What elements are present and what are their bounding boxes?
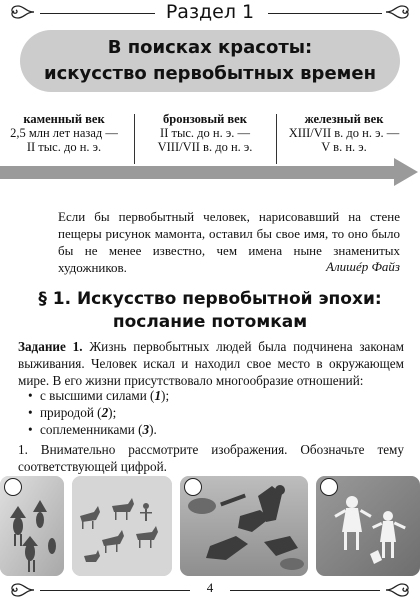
era-name: железный век [304, 112, 384, 126]
answer-circle-4[interactable] [320, 478, 338, 496]
list-item-text: соплеменниками ( [40, 422, 143, 437]
task-instruction: 1. Внимательно рассмотрите изображения. Обозначьте тему соответствующей цифрой. [18, 442, 404, 474]
list-item-end: ); [161, 388, 170, 403]
footer-rule-right [230, 590, 380, 591]
list-item-end: ). [149, 422, 157, 437]
ornament-left-icon [6, 2, 36, 22]
list-item-number: 2 [101, 405, 109, 420]
list-item [28, 421, 388, 438]
era-bronze-age [140, 112, 270, 154]
answer-circle-1[interactable] [4, 478, 22, 496]
timeline [0, 112, 420, 192]
header-rule-right [268, 13, 382, 14]
era-dates-line1: II тыс. до н. э. — [160, 126, 250, 140]
paragraph-heading-line2: послание потомкам [112, 312, 308, 332]
page-number: 4 [206, 580, 214, 595]
list-item-text: с высшими силами ( [40, 388, 155, 403]
rock-art-image-2 [72, 476, 172, 576]
list-item-number: 3 [142, 422, 150, 437]
header-rule-left [40, 13, 155, 14]
list-item-text: природой ( [40, 405, 102, 420]
section-header [0, 0, 420, 24]
era-name: бронзовый век [163, 112, 247, 126]
paragraph-heading [0, 288, 420, 334]
list-item-number: 1 [154, 388, 162, 403]
era-stone-age [2, 112, 126, 154]
timeline-arrow-shaft [0, 166, 396, 179]
chapter-title-line1: В поисках красоты: [107, 37, 313, 58]
ornament-right-icon [384, 2, 414, 22]
task-body: Жизнь первобытных людей была подчинена законам выживания. Человек искал и находил свое место в окружающем мире. В его жизни присутствовало многообразие отношений: [18, 339, 404, 388]
epigraph-quote: Если бы первобытный человек, нарисовавший на стене пещеры рисунок мамонта, оставил бы свое имя, то оно было бы не менее известно, чем имена ныне знаменитых художников. [58, 209, 400, 275]
relations-list [28, 387, 388, 438]
section-title: Раздел 1 [165, 1, 255, 23]
ornament-left-icon [6, 580, 36, 600]
epigraph-author: Алишéр Файз [326, 259, 400, 274]
answer-circle-3[interactable] [184, 478, 202, 496]
era-divider [276, 114, 277, 164]
arrow-right-icon [394, 158, 418, 186]
task-label: Задание 1. [18, 339, 83, 354]
task-text [18, 338, 404, 389]
list-item [28, 387, 388, 404]
era-dates-line2: VIII/VII в. до н. э. [157, 140, 253, 154]
list-item-end: ); [108, 405, 117, 420]
era-dates-line2: V в. н. э. [321, 140, 367, 154]
era-name: каменный век [23, 112, 105, 126]
list-item [28, 404, 388, 421]
era-divider [134, 114, 135, 164]
era-iron-age [282, 112, 406, 154]
ornament-right-icon [384, 580, 414, 600]
paragraph-heading-line1: § 1. Искусство первобытной эпохи: [38, 289, 382, 309]
era-dates-line2: II тыс. до н. э. [26, 140, 102, 154]
chapter-banner [20, 30, 400, 92]
chapter-title-line2: искусство первобытных времен [43, 63, 377, 84]
era-dates-line1: XIII/VII в. до н. э. — [288, 126, 400, 140]
footer-rule-left [40, 590, 190, 591]
era-dates-line1: 2,5 млн лет назад — [10, 126, 118, 140]
